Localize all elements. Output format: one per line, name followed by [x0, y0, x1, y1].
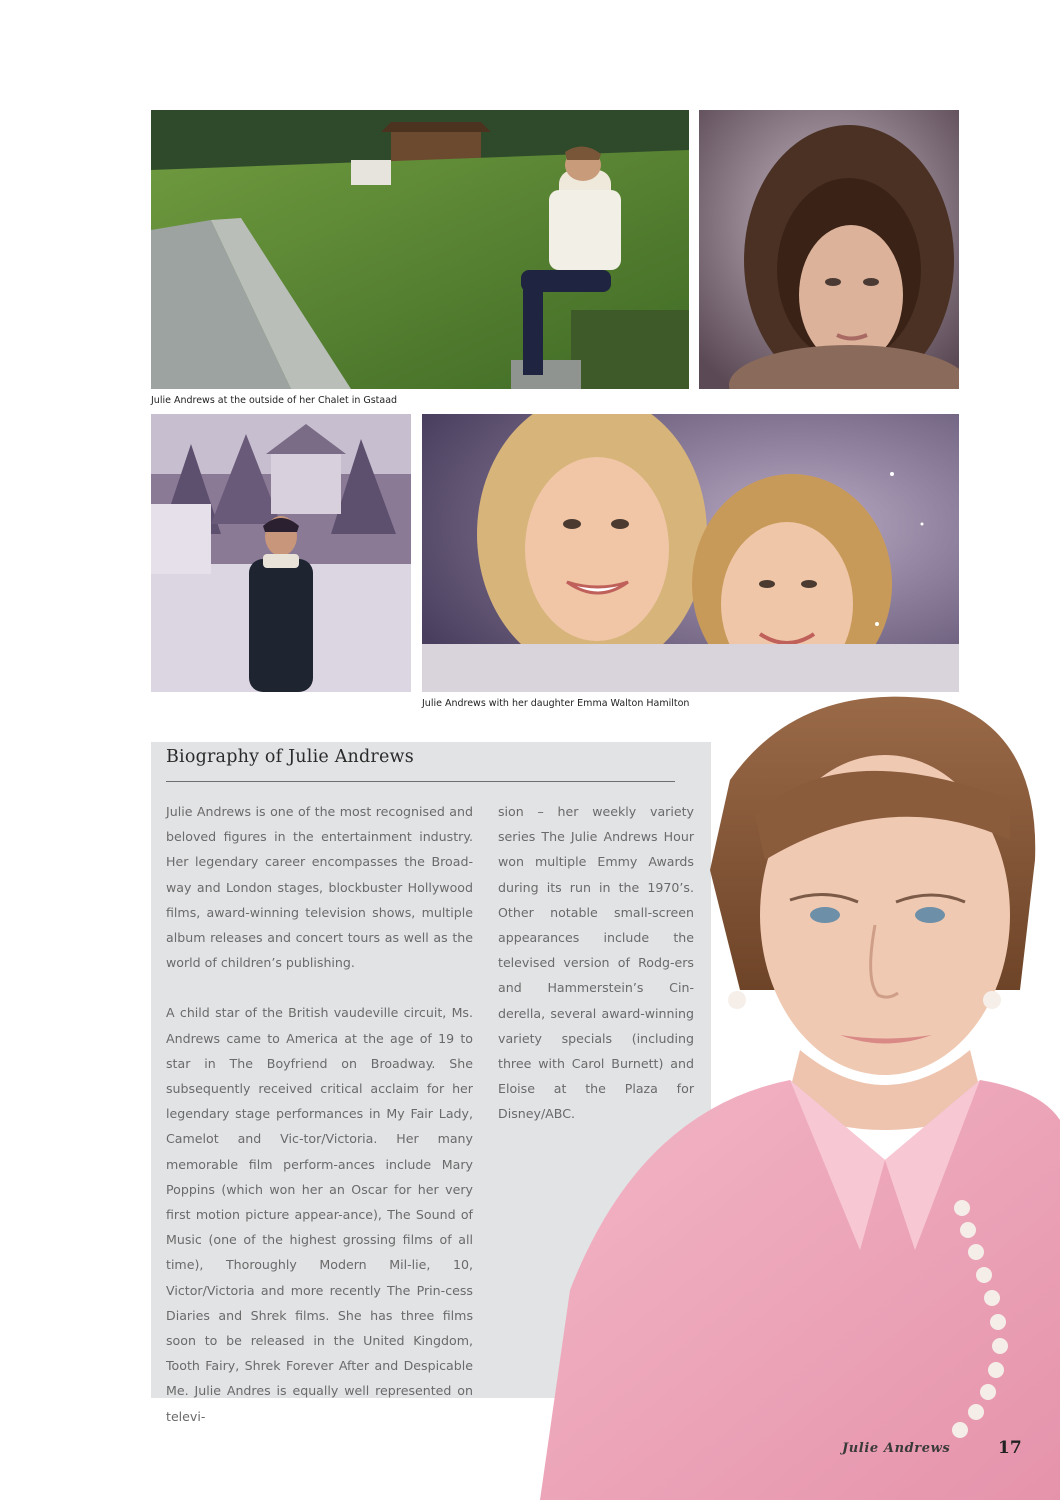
- photo-snow-village: [151, 414, 411, 692]
- caption-daughter: Julie Andrews with her daughter Emma Walton Hamilton: [422, 698, 690, 709]
- caption-chalet: Julie Andrews at the outside of her Chalet in Gstaad: [151, 395, 398, 406]
- biography-title: Biography of Julie Andrews: [166, 747, 414, 767]
- biography-paragraph-2: A child star of the British vaudeville circuit, Ms. Andrews came to America at the age of 19 to star in The Boyfriend on Broadway. She subsequently received critical acclaim for her legendary stage performances in My Fair Lady, Camelot and Vic-tor/Victoria. Her many memorable film perform-ances include Mary Poppins (which won her an Oscar for her very first motion picture appear-ance), The Sound of Music (one of the highest grossing films of all time), Thoroughly Modern Mil-lie, 10, Victor/Victoria and more recently The Prin-cess Diaries and Shrek films. She has three films soon to be released in the United Kingdom, Tooth Fairy, Shrek Forever After and Despicable Me. Julie Andres is equally well represented on televi-: [166, 1005, 473, 1424]
- biography-paragraph-1: Julie Andrews is one of the most recognised and beloved figures in the entertainment industry. Her legendary career encompasses the Broad-way and London stages, blockbuster Hollywood films, award-winning television shows, multiple album releases and concert tours as well as the world of children’s publishing.: [166, 804, 473, 971]
- photo-chalet-gstaad: [151, 110, 689, 389]
- photo-with-daughter: [422, 414, 959, 692]
- biography-column-1: [166, 799, 473, 1429]
- photo-hooded-portrait: [699, 110, 959, 389]
- page-number: 17: [998, 1438, 1022, 1458]
- portrait-julie-andrews: [540, 690, 1060, 1500]
- biography-paragraph-3: sion – her weekly variety series The Julie Andrews Hour won multiple Emmy Awards during its run in the 1970’s. Other notable small-screen appearances include the televised version of Rodg-ers and Hammerstein’s Cin-derella, several award-winning variety specials (including three with Carol Burnett) and Eloise at the Plaza for Disney/ABC.: [498, 804, 694, 1122]
- footer-running-title: Julie Andrews: [842, 1441, 951, 1456]
